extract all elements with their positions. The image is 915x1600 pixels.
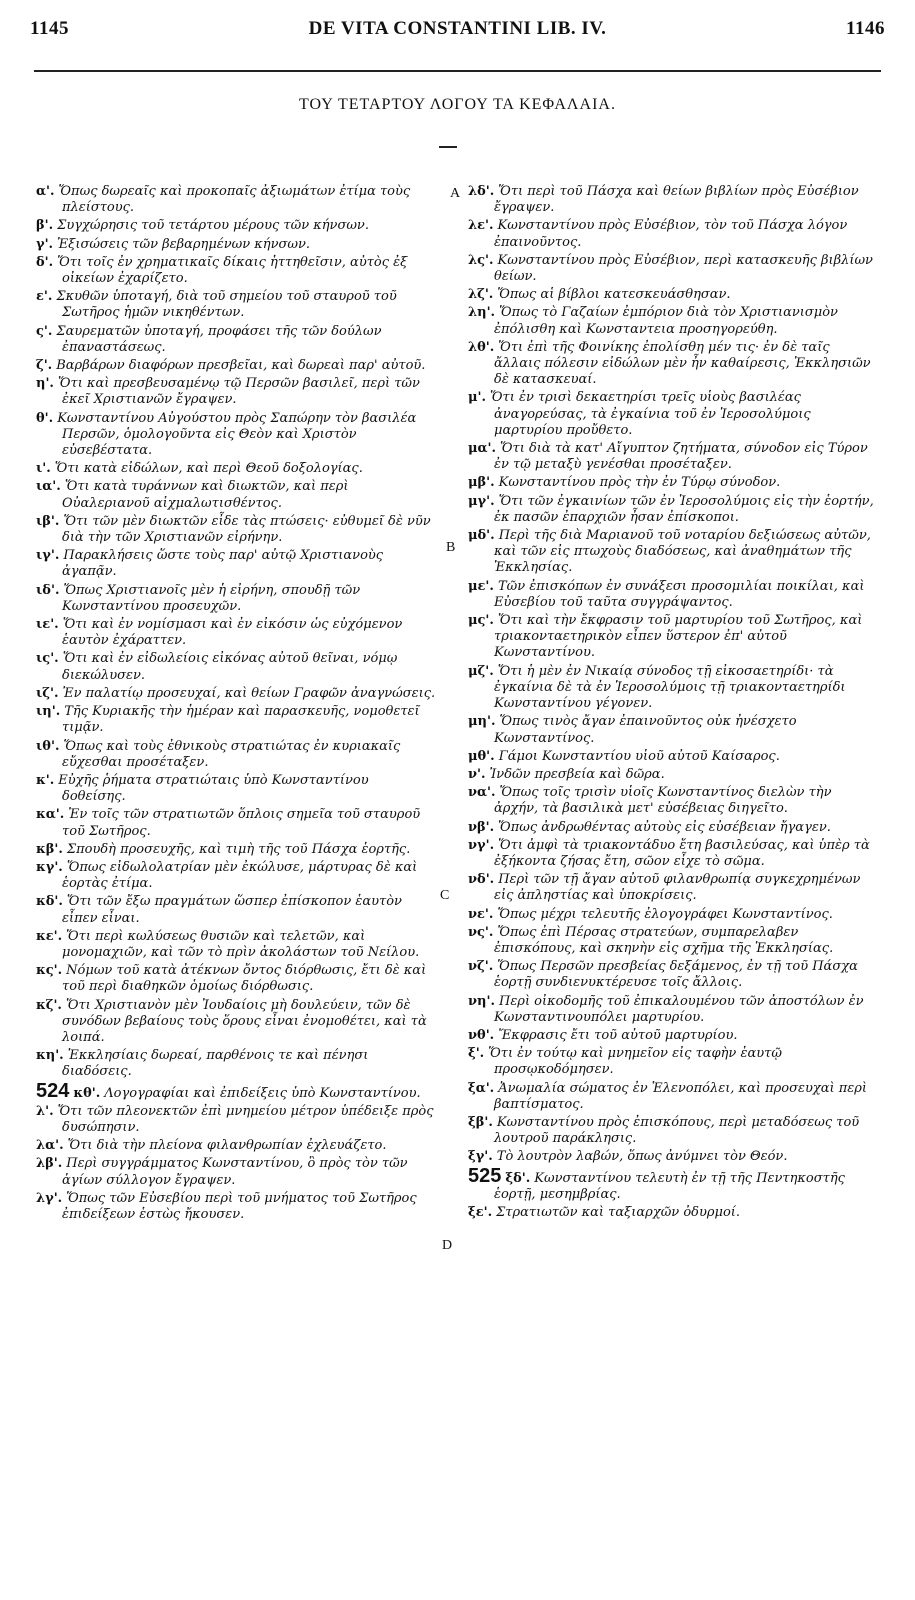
chapter-entry: [36, 894, 436, 926]
chapter-number: ξβ'.: [468, 1114, 493, 1130]
chapter-entry: [36, 479, 436, 511]
chapter-number: νη'.: [468, 993, 495, 1009]
chapter-number: δ'.: [36, 254, 54, 270]
chapter-entry: [468, 613, 876, 662]
chapter-text: Σαυρεματῶν ὑποταγή, προφάσει τῆς τῶν δούλων ἐπαναστάσεως.: [56, 323, 382, 355]
chapter-number: ιδ'.: [36, 582, 60, 598]
chapter-number: ιη'.: [36, 704, 61, 720]
running-title: DE VITA CONSTANTINI LIB. IV.: [308, 18, 607, 39]
chapter-text: Ὅπως καὶ τοὺς ἐθνικοὺς στρατιώτας ἐν κυριακαῖς εὔχεσθαι προσέταξεν.: [62, 738, 401, 770]
chapter-entry: [36, 1079, 436, 1102]
chapter-number: ξδ'.: [505, 1170, 531, 1186]
chapter-number: νς'.: [468, 924, 494, 940]
chapter-number: νζ'.: [468, 959, 494, 975]
chapter-entry: [36, 583, 436, 615]
chapter-entry: [468, 1164, 876, 1203]
chapter-text: Ἔκφρασις ἔτι τοῦ αὐτοῦ μαρτυρίου.: [498, 1027, 738, 1043]
chapter-entry: [468, 714, 876, 746]
chapter-entry: [468, 390, 876, 439]
chapter-number: ις'.: [36, 651, 59, 667]
chapter-text: Ὅπως ἀνδρωθέντας αὐτοὺς εἰς εὐσέβειαν ἤγαγεν.: [498, 819, 831, 835]
margin-marker-c: C: [440, 888, 450, 903]
chapter-text: Ἀνωμαλία σώματος ἐν Ἑλενοπόλει, καὶ προσευχαὶ περὶ βαπτίσματος.: [494, 1080, 868, 1112]
chapter-number: λε'.: [468, 218, 494, 234]
chapter-entry: [468, 994, 876, 1026]
margin-marker-b: B: [446, 540, 456, 555]
chapter-text: Σπουδὴ προσευχῆς, καὶ τιμὴ τῆς τοῦ Πάσχα ἑορτῆς.: [66, 841, 411, 857]
chapter-entry: [468, 767, 876, 783]
chapter-entry: [36, 842, 436, 858]
chapter-entry: [36, 1156, 436, 1188]
chapter-number: ξε'.: [468, 1204, 493, 1220]
chapter-number: μθ'.: [468, 748, 495, 764]
chapter-entry: [36, 1138, 436, 1154]
chapter-text: Συγχώρησις τοῦ τετάρτου μέρους τῶν κήνσων.: [57, 218, 369, 234]
chapter-text: Ὅτι περὶ τοῦ Πάσχα καὶ θείων βιβλίων πρὸς Εὐσέβιον ἔγραψεν.: [494, 184, 859, 216]
chapter-text: Ὅτι καὶ τὴν ἔκφρασιν τοῦ μαρτυρίου τοῦ Σωτῆρος, καὶ τριακονταετηρικὸν εἶπεν ὕστερον ἐπ' αὐτοῦ Κωνσταντίνου.: [494, 613, 863, 661]
chapter-entry: [468, 1149, 876, 1165]
chapter-entry: [36, 237, 436, 253]
chapter-entry: [36, 739, 436, 771]
chapter-text: Ὅτι ἐν τούτῳ καὶ μνημεῖον εἰς ταφὴν ἑαυτῷ προσῳκοδόμησεν.: [488, 1046, 782, 1078]
chapter-number: λ'.: [36, 1103, 54, 1119]
chapter-text: Ὅτι τῶν ἐγκαινίων τῶν ἐν Ἱεροσολύμοις εἰς τὴν ἑορτήν, ἐκ πασῶν ἐπαρχιῶν ἦσαν ἐπίσκοποι.: [494, 493, 874, 525]
chapter-entry: [468, 253, 876, 285]
chapter-text: Ὅτι διὰ τὴν πλείονα φιλανθρωπίαν ἐχλευάζετο.: [67, 1138, 387, 1154]
chapter-entry: [468, 664, 876, 713]
chapter-number: κγ'.: [36, 859, 63, 875]
chapter-entry: [36, 807, 436, 839]
chapter-text: Ἐξισώσεις τῶν βεβαρημένων κήνσων.: [57, 236, 311, 252]
chapter-text: Ὅτι καὶ ἐν νομίσμασι καὶ ἐν εἰκόσιν ὡς εὐχόμενον ἑαυτὸν ἐχάραττεν.: [62, 617, 403, 649]
chapter-text: Ὅπως τῶν Εὐσεβίου περὶ τοῦ μνήματος τοῦ Σωτῆρος ἐπιδείξεων ἑστὼς ἤκουσεν.: [62, 1190, 417, 1222]
chapter-number: ι'.: [36, 461, 51, 477]
chapter-number: νβ'.: [468, 819, 495, 835]
chapter-number: ν'.: [468, 766, 486, 782]
chapter-entry: [468, 1115, 876, 1147]
chapter-text: Ὅπως μέχρι τελευτῆς ἐλογογράφει Κωνσταντίνος.: [497, 906, 833, 922]
chapter-number: μα'.: [468, 441, 497, 457]
chapter-text: Κωνσταντίνου Αὐγούστου πρὸς Σαπώρην τὸν βασιλέα Περσῶν, ὁμολογοῦντα εἰς Θεὸν καὶ Χριστὸν εὐσεβέστατα.: [57, 410, 417, 459]
chapter-entry: [36, 218, 436, 234]
chapter-number: μδ'.: [468, 528, 495, 544]
chapter-text: Ὅτι τοῖς ἐν χρηματικαῖς δίκαις ἡττηθεῖσιν, αὐτὸς ἐξ οἰκείων ἐχαρίζετο.: [57, 254, 408, 287]
chapter-entry: [36, 461, 436, 477]
chapter-entry: [468, 340, 876, 389]
chapter-number: ξα'.: [468, 1080, 495, 1096]
chapter-number: να'.: [468, 785, 496, 801]
chapter-text: Ὅτι περὶ κωλύσεως θυσιῶν καὶ τελετῶν, καὶ μονομαχιῶν, καὶ τῶν τὸ πρὶν ἀκολάστων τοῦ Νείλου.: [62, 928, 420, 960]
chapter-text: Περὶ συγγράμματος Κωνσταντίνου, ὃ πρὸς τὸν τῶν ἁγίων σύλλογον ἔγραψεν.: [62, 1156, 408, 1188]
chapter-text: Ὅπως τὸ Γαζαίων ἐμπόριον διὰ τὸν Χριστιανισμὸν ἐπόλισθη καὶ Κωνσταντεια προσηγορεύθη.: [494, 305, 838, 337]
chapter-entry: [36, 860, 436, 892]
chapter-number: νγ'.: [468, 837, 495, 853]
chapter-entry: [36, 1191, 436, 1223]
chapter-number: ζ'.: [36, 358, 53, 374]
header-rule: [34, 70, 881, 72]
chapter-text: Σκυθῶν ὑποταγή, διὰ τοῦ σημείου τοῦ σταυροῦ τοῦ Σωτῆρος ἡμῶν νικηθέντων.: [56, 289, 397, 321]
chapter-number: ξγ'.: [468, 1149, 493, 1165]
chapter-text: Νόμων τοῦ κατὰ ἀτέκνων ὄντος διόρθωσις, ἔτι δὲ καὶ τοῦ περὶ διαθηκῶν ὁμοίως διόρθωσις.: [62, 963, 427, 995]
title-dash: [439, 146, 457, 148]
page-number-marker: 525: [468, 1164, 502, 1187]
chapter-text: Κωνσταντίνου πρὸς τὴν ἐν Τύρῳ σύνοδον.: [498, 475, 781, 491]
chapter-text: Τῆς Κυριακῆς τὴν ἡμέραν καὶ παρασκευῆς, νομοθετεῖ τιμᾷν.: [62, 704, 420, 736]
chapter-entry: [468, 441, 876, 473]
chapter-text: Ἐκκλησίαις δωρεαί, παρθένοις τε καὶ πένησι διαδόσεις.: [62, 1048, 369, 1080]
chapter-number: λς'.: [468, 252, 494, 268]
chapter-text: Ὅπως ἐπὶ Πέρσας στρατεύων, συμπαρελαβεν ἐπισκόπους, καὶ σκηνὴν εἰς σχῆμα τῆς Ἐκκλησίας.: [494, 924, 834, 956]
chapter-text: Ὅτι ἡ μὲν ἐν Νικαίᾳ σύνοδος τῇ εἰκοσαετηρίδι· τὰ ἐγκαίνια δὲ τὰ ἐν Ἱεροσολύμοις τῇ τριακονταετηρίδι Κωνσταντίνου γέγονεν.: [494, 663, 846, 712]
chapter-number: μζ'.: [468, 663, 494, 679]
chapter-text: Κωνσταντίνου πρὸς ἐπισκόπους, περὶ μεταδόσεως τοῦ λουτροῦ παράκλησις.: [494, 1114, 860, 1147]
chapter-number: λη'.: [468, 305, 496, 321]
chapter-number: λδ'.: [468, 184, 495, 199]
chapter-text: Τῶν ἐπισκόπων ἐν συνάξεσι προσομιλίαι ποικίλαι, καὶ Εὐσεβίου τοῦ ταῦτα συγγράψαντος.: [494, 578, 865, 610]
chapter-entry: [468, 1205, 876, 1221]
chapter-number: νθ'.: [468, 1027, 495, 1043]
chapter-entry: [36, 548, 436, 580]
chapter-number: κ'.: [36, 772, 55, 788]
chapter-entry: [468, 475, 876, 491]
chapter-entry: [468, 528, 876, 577]
chapter-text: Ὅτι κατὰ εἰδώλων, καὶ περὶ Θεοῦ δοξολογίας.: [54, 461, 363, 477]
chapter-number: κη'.: [36, 1048, 64, 1064]
chapter-text: Περὶ τῶν τῇ ἄγαν αὐτοῦ φιλανθρωπίᾳ συγκεχρημένων εἰς ἀπληστίας καὶ ὑποκρίσεις.: [494, 872, 861, 904]
chapter-number: θ'.: [36, 410, 54, 426]
chapter-number: ιγ'.: [36, 548, 60, 564]
chapter-number: μη'.: [468, 714, 496, 730]
left-column: [36, 184, 436, 1225]
chapter-entry: [36, 1104, 436, 1136]
chapter-entry: [36, 376, 436, 408]
chapter-number: ιζ'.: [36, 685, 59, 701]
chapter-entry: [468, 287, 876, 303]
chapter-number: ιβ'.: [36, 513, 60, 529]
chapter-text: Ἐν τοῖς τῶν στρατιωτῶν ὅπλοις σημεῖα τοῦ σταυροῦ τοῦ Σωτῆρος.: [62, 807, 421, 839]
chapter-text: Ὅτι ἀμφὶ τὰ τριακοντάδυο ἔτη βασιλεύσας, καὶ ὑπὲρ τὰ ἐξήκοντα ζήσας ἔτη, σῶον εἶχε τὸ σῶμα.: [494, 837, 870, 869]
chapter-entry: [468, 925, 876, 957]
chapter-number: μβ'.: [468, 475, 495, 491]
chapter-entry: [468, 579, 876, 611]
chapter-entry: [468, 1081, 876, 1113]
chapter-entry: [36, 255, 436, 287]
chapter-entry: [36, 1048, 436, 1080]
chapter-number: α'.: [36, 184, 55, 199]
chapter-entry: [36, 963, 436, 995]
chapter-text: Τὸ λουτρὸν λαβών, ὅπως ἀνύμνει τὸν Θεόν.: [496, 1149, 788, 1165]
chapter-text: Ὅτι ἐπὶ τῆς Φοινίκης ἐπολίσθη μέν τις· ἐν δὲ ταῖς ἄλλαις πόλεσιν εἰδώλων μὲν ἦν καθαίρεσις, Ἐκκλησιῶν δὲ κατασκευαί.: [494, 339, 871, 388]
chapter-number: μς'.: [468, 613, 494, 629]
chapter-text: Εὐχῆς ῥήματα στρατιώταις ὑπὸ Κωνσταντίνου δοθείσης.: [58, 772, 369, 805]
chapter-entry: [36, 411, 436, 460]
chapter-text: Ὅπως εἰδωλολατρίαν μὲν ἐκώλυσε, μάρτυρας δὲ καὶ ἑορτὰς ἐτίμα.: [62, 859, 418, 892]
chapter-entry: [468, 1046, 876, 1078]
chapter-text: Ὅτι διὰ τὰ κατ' Αἴγυπτον ζητήματα, σύνοδον εἰς Τύρον ἐν τῷ μεταξὺ γενέσθαι προσέταξεν.: [494, 441, 868, 473]
chapter-entry: [36, 704, 436, 736]
chapter-text: Ὅτι καὶ ἐν εἰδωλείοις εἰκόνας αὐτοῦ θεῖναι, νόμῳ διεκώλυσεν.: [62, 651, 398, 683]
chapter-text: Ἰνδῶν πρεσβεία καὶ δῶρα.: [489, 766, 665, 782]
chapter-number: ξ'.: [468, 1046, 485, 1062]
chapter-text: Ὅτι τῶν μὲν διωκτῶν εἶδε τὰς πτώσεις· εὐθυμεῖ δὲ νῦν διὰ τὴν τῶν Χριστιανῶν εἰρήνην.: [62, 513, 431, 546]
chapter-entry: [468, 184, 876, 216]
chapter-entry: [36, 773, 436, 805]
chapter-entry: [36, 998, 436, 1047]
chapter-entry: [468, 305, 876, 337]
chapter-entry: [468, 907, 876, 923]
chapter-entry: [468, 749, 876, 765]
chapter-text: Ὅτι ἐν τρισὶ δεκαετηρίσι τρεῖς υἱοὺς βασιλέας ἀναγορεύσας, τὰ ἐγκαίνια τοῦ ἐν Ἱεροσολύμοις μαρτυρίου προὔθετο.: [490, 390, 811, 438]
chapter-text: Ὅτι Χριστιανὸν μὲν Ἰουδαίοις μὴ δουλεύειν, τῶν δὲ συνόδων βεβαίους τοὺς ὅρους εἶναι ἐνομοθέτει, καὶ τὰ λοιπά.: [62, 997, 427, 1045]
chapter-text: Ὅτι τῶν πλεονεκτῶν ἐπὶ μνημείου μέτρον ὑπέδειξε πρὸς δυσώπησιν.: [57, 1103, 434, 1135]
chapter-text: Ὅπως δωρεαῖς καὶ προκοπαῖς ἀξιωμάτων ἐτίμα τοὺς πλείστους.: [58, 184, 411, 216]
chapter-entry: [36, 929, 436, 961]
chapter-text: Ὅπως τοῖς τρισὶν υἱοῖς Κωνσταντίνος διελὼν τὴν ἀρχήν, τὰ βασιλικὰ μετ' εὐσέβειας διηγεῖτο.: [494, 785, 832, 817]
chapter-number: μγ'.: [468, 493, 495, 509]
chapter-number: κε'.: [36, 928, 63, 944]
chapter-text: Ἐν παλατίῳ προσευχαί, καὶ θείων Γραφῶν ἀναγνώσεις.: [62, 685, 436, 701]
chapter-number: νε'.: [468, 906, 494, 922]
chapter-number: ε'.: [36, 289, 53, 305]
chapter-text: Παρακλήσεις ὥστε τοὺς παρ' αὐτῷ Χριστιανοὺς ἀγαπᾷν.: [62, 548, 384, 580]
chapter-text: Κωνσταντίνου τελευτὴ ἐν τῇ τῆς Πεντηκοστῆς ἑορτῇ, μεσημβρίας.: [494, 1170, 845, 1202]
chapter-entry: [468, 820, 876, 836]
chapter-text: Ὅτι κατὰ τυράννων καὶ διωκτῶν, καὶ περὶ Οὐαλεριανοῦ αἰχμαλωτισθέντος.: [62, 479, 349, 511]
chapter-entry: [36, 514, 436, 546]
chapter-text: Ὅπως αἱ βίβλοι κατεσκευάσθησαν.: [497, 287, 731, 303]
chapter-text: Γάμοι Κωνσταντίου υἱοῦ αὐτοῦ Καίσαρος.: [498, 748, 780, 764]
section-title: ΤΟΥ ΤΕΤΑΡΤΟΥ ΛΟΓΟΥ ΤΑ ΚΕΦΑΛΑΙΑ.: [299, 96, 616, 113]
chapter-number: λβ'.: [36, 1156, 63, 1172]
chapter-number: κς'.: [36, 963, 63, 979]
chapter-number: κθ'.: [73, 1085, 101, 1101]
chapter-text: Στρατιωτῶν καὶ ταξιαρχῶν ὀδυρμοί.: [496, 1204, 741, 1220]
column-number-right: 1146: [846, 18, 885, 39]
chapter-entry: [36, 324, 436, 356]
chapter-number: κδ'.: [36, 894, 63, 910]
margin-marker-a: A: [450, 186, 461, 201]
chapter-entry: [468, 838, 876, 870]
chapter-text: Περὶ τῆς διὰ Μαριανοῦ τοῦ νοταρίου δεξιώσεως αὐτῶν, καὶ τῶν εἰς πτωχοὺς διαδόσεως, καὶ ἀναθημάτων τῆς Ἐκκλησίας.: [494, 528, 871, 576]
chapter-entry: [468, 872, 876, 904]
chapter-number: λγ'.: [36, 1190, 63, 1206]
chapter-number: λα'.: [36, 1138, 64, 1154]
chapter-entry: [468, 959, 876, 991]
page-number-marker: 524: [36, 1079, 70, 1102]
chapter-number: β'.: [36, 218, 54, 234]
chapter-entry: [468, 494, 876, 526]
chapter-text: Ὅπως Περσῶν πρεσβείας δεξάμενος, ἐν τῇ τοῦ Πάσχα ἑορτῇ συνδιενυκτέρευσε τοῖς ἄλλοις.: [494, 959, 858, 991]
chapter-number: μ'.: [468, 390, 487, 406]
chapter-number: κζ'.: [36, 997, 62, 1013]
chapter-number: λζ'.: [468, 287, 494, 303]
chapter-number: η'.: [36, 376, 54, 392]
chapter-text: Περὶ οἰκοδομῆς τοῦ ἐπικαλουμένου τῶν ἀποστόλων ἐν Κωνσταντινουπόλει μαρτυρίου.: [494, 993, 864, 1025]
chapter-number: ιθ'.: [36, 738, 60, 754]
chapter-text: Κωνσταντίνου πρὸς Εὐσέβιον, τὸν τοῦ Πάσχα λόγον ἐπαινοῦντος.: [494, 218, 848, 250]
chapter-number: ς'.: [36, 323, 53, 339]
column-number-left: 1145: [30, 18, 69, 39]
chapter-entry: [468, 785, 876, 817]
right-column: [468, 184, 876, 1223]
chapter-number: ια'.: [36, 479, 61, 495]
chapter-entry: [36, 358, 436, 374]
chapter-text: Ὅτι καὶ πρεσβευσαμένῳ τῷ Περσῶν βασιλεῖ, περὶ τῶν ἐκεῖ Χριστιανῶν ἔγραψεν.: [57, 376, 420, 408]
chapter-text: Λογογραφίαι καὶ ἐπιδείξεις ὑπὸ Κωνσταντίνου.: [104, 1085, 421, 1101]
chapter-entry: [468, 1028, 876, 1044]
chapter-entry: [36, 184, 436, 216]
chapter-number: κα'.: [36, 807, 65, 823]
page-header: [30, 14, 885, 44]
chapter-text: Ὅπως τινὸς ἄγαν ἐπαινοῦντος οὐκ ἠνέσχετο Κωνσταντίνος.: [494, 714, 797, 746]
chapter-entry: [36, 686, 436, 702]
chapter-text: Ὅτι τῶν ἔξω πραγμάτων ὥσπερ ἐπίσκοπον ἑαυτὸν εἶπεν εἶναι.: [62, 894, 402, 926]
chapter-number: γ'.: [36, 236, 54, 252]
chapter-entry: [468, 218, 876, 250]
margin-marker-d: D: [442, 1238, 453, 1253]
chapter-entry: [36, 617, 436, 649]
chapter-number: κβ'.: [36, 841, 63, 857]
chapter-number: με'.: [468, 578, 494, 594]
chapter-text: Ὅπως Χριστιανοῖς μὲν ἡ εἰρήνη, σπουδῇ τῶν Κωνσταντίνου προσευχῶν.: [62, 582, 361, 614]
chapter-entry: [36, 651, 436, 683]
chapter-text: Βαρβάρων διαφόρων πρεσβεῖαι, καὶ δωρεαὶ παρ' αὐτοῦ.: [56, 358, 426, 374]
chapter-text: Κωνσταντίνου πρὸς Εὐσέβιον, περὶ κατασκευῆς βιβλίων θείων.: [494, 252, 873, 285]
chapter-number: ιε'.: [36, 617, 59, 633]
chapter-number: λθ'.: [468, 339, 495, 355]
chapter-number: νδ'.: [468, 872, 495, 888]
chapter-entry: [36, 289, 436, 321]
